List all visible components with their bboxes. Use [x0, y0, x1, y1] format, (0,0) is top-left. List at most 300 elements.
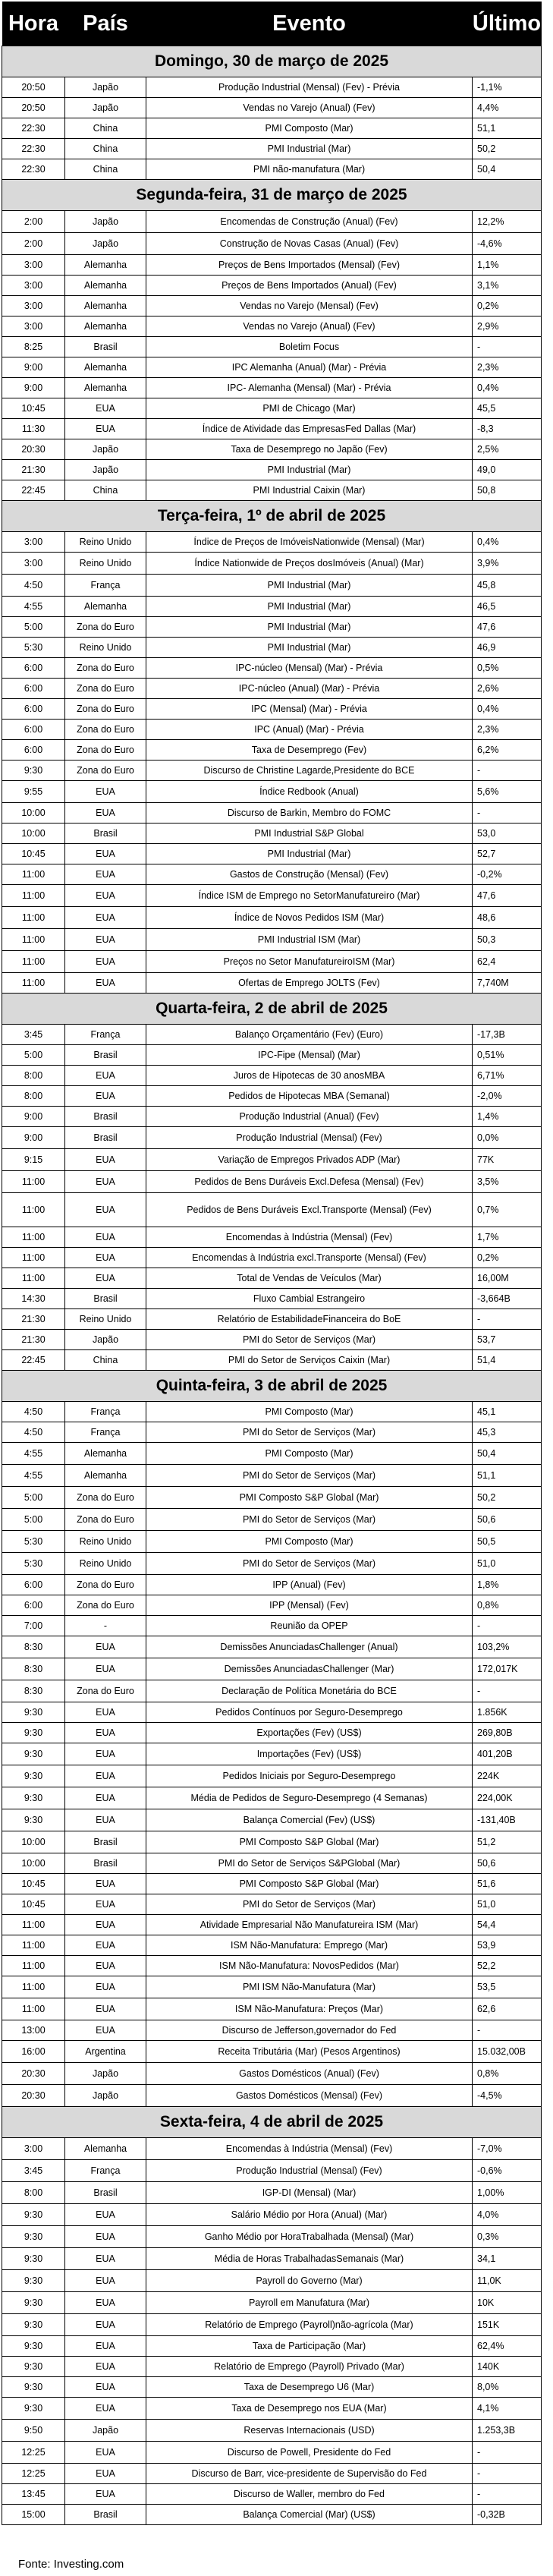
row-event: Balança Comercial (Mar) (US$): [146, 2505, 473, 2525]
row-country: EUA: [65, 398, 146, 419]
row-last: 1.856K: [473, 1702, 542, 1723]
table-row: [2, 357, 542, 378]
row-country: EUA: [65, 929, 146, 951]
row-last: 3,9%: [473, 553, 542, 575]
column-header-time: Hora: [2, 2, 65, 46]
row-country: Japão: [65, 460, 146, 480]
row-time: 9:30: [2, 2292, 65, 2314]
table-row: [2, 211, 542, 233]
row-country: Argentina: [65, 2041, 146, 2063]
row-last: 62,6: [473, 1998, 542, 2020]
row-last: -: [473, 2020, 542, 2041]
row-last: -: [473, 2442, 542, 2464]
day-header-row: [2, 180, 542, 211]
row-country: EUA: [65, 2226, 146, 2248]
table-row: [2, 720, 542, 740]
row-country: EUA: [65, 1066, 146, 1086]
row-event: Discurso de Barr, vice-presidente de Supervisão do Fed: [146, 2464, 473, 2484]
table-row: [2, 1025, 542, 1045]
row-last: 46,5: [473, 597, 542, 617]
row-event: Relatório de Emprego (Payroll) Privado (Mar): [146, 2357, 473, 2377]
table-row: [2, 2160, 542, 2182]
row-last: 2,6%: [473, 679, 542, 699]
row-last: 1,7%: [473, 1227, 542, 1248]
row-last: 45,3: [473, 1422, 542, 1443]
day-title: Terça-feira, 1º de abril de 2025: [2, 501, 542, 532]
row-time: 20:30: [2, 439, 65, 460]
row-event: PMI não-manufatura (Mar): [146, 159, 473, 180]
table-row: [2, 2292, 542, 2314]
row-event: Produção Industrial (Mensal) (Fev): [146, 1127, 473, 1149]
table-row: [2, 1658, 542, 1680]
row-country: EUA: [65, 1935, 146, 1956]
table-row: [2, 575, 542, 597]
row-country: Reino Unido: [65, 532, 146, 553]
table-row: [2, 2505, 542, 2525]
row-last: 34,1: [473, 2248, 542, 2270]
row-country: EUA: [65, 2377, 146, 2398]
day-title: Domingo, 30 de março de 2025: [2, 46, 542, 77]
table-row: [2, 1248, 542, 1268]
row-last: -: [473, 2484, 542, 2505]
row-event: PMI Industrial (Mar): [146, 617, 473, 638]
row-event: Salário Médio por Hora (Anual) (Mar): [146, 2204, 473, 2226]
row-event: PMI do Setor de Serviços (Mar): [146, 1894, 473, 1915]
table-row: [2, 740, 542, 761]
row-country: Alemanha: [65, 255, 146, 276]
row-last: 53,7: [473, 1330, 542, 1350]
row-last: 45,8: [473, 575, 542, 597]
row-country: EUA: [65, 1787, 146, 1809]
row-country: EUA: [65, 2248, 146, 2270]
economic-calendar-table: [2, 2, 542, 2525]
row-country: Reino Unido: [65, 1309, 146, 1330]
table-body: [2, 46, 542, 2525]
row-country: EUA: [65, 2336, 146, 2357]
row-time: 9:30: [2, 2204, 65, 2226]
row-time: 4:55: [2, 1465, 65, 1487]
row-time: 10:00: [2, 1853, 65, 1874]
table-row: [2, 1595, 542, 1616]
row-last: 50,6: [473, 1509, 542, 1531]
row-time: 11:00: [2, 1227, 65, 1248]
table-row: [2, 1575, 542, 1595]
row-country: Japão: [65, 439, 146, 460]
row-last: 6,71%: [473, 1066, 542, 1086]
row-last: -2,0%: [473, 1086, 542, 1107]
table-row: [2, 296, 542, 316]
row-time: 21:30: [2, 1309, 65, 1330]
table-row: [2, 2063, 542, 2085]
row-last: -: [473, 337, 542, 357]
row-event: Exportações (Fev) (US$): [146, 1723, 473, 1743]
row-country: Alemanha: [65, 597, 146, 617]
row-event: PMI ISM Não-Manufatura (Mar): [146, 1976, 473, 1998]
row-event: ISM Não-Manufatura: Emprego (Mar): [146, 1935, 473, 1956]
row-time: 5:00: [2, 617, 65, 638]
row-country: França: [65, 575, 146, 597]
row-event: Pedidos de Bens Duráveis Excl.Defesa (Mensal) (Fev): [146, 1171, 473, 1193]
row-last: 3,5%: [473, 1171, 542, 1193]
row-event: Balanço Orçamentário (Fev) (Euro): [146, 1025, 473, 1045]
row-last: 51,0: [473, 1894, 542, 1915]
row-country: Zona do Euro: [65, 740, 146, 761]
table-row: [2, 378, 542, 398]
table-row: [2, 1976, 542, 1998]
row-event: Vendas no Varejo (Anual) (Fev): [146, 316, 473, 337]
table-row: [2, 553, 542, 575]
row-event: PMI Industrial S&P Global: [146, 824, 473, 844]
row-time: 9:00: [2, 1127, 65, 1149]
row-last: 4,1%: [473, 2398, 542, 2420]
row-time: 22:30: [2, 139, 65, 159]
row-event: PMI do Setor de Serviços (Mar): [146, 1553, 473, 1575]
table-row: [2, 617, 542, 638]
row-last: 0,2%: [473, 296, 542, 316]
table-row: [2, 2182, 542, 2204]
table-row: [2, 2398, 542, 2420]
row-time: 9:30: [2, 2336, 65, 2357]
row-last: -0,6%: [473, 2160, 542, 2182]
row-last: 0,3%: [473, 2226, 542, 2248]
row-last: 0,4%: [473, 699, 542, 720]
row-country: EUA: [65, 1723, 146, 1743]
row-event: PMI do Setor de Serviços Caixin (Mar): [146, 1350, 473, 1371]
table-row: [2, 1107, 542, 1127]
row-event: Reunião da OPEP: [146, 1616, 473, 1636]
row-country: EUA: [65, 1086, 146, 1107]
row-event: IPP (Anual) (Fev): [146, 1575, 473, 1595]
row-time: 6:00: [2, 658, 65, 679]
table-row: [2, 2442, 542, 2464]
row-event: Taxa de Desemprego no Japão (Fev): [146, 439, 473, 460]
table-row: [2, 337, 542, 357]
row-country: China: [65, 139, 146, 159]
table-row: [2, 679, 542, 699]
row-event: Pedidos de Bens Duráveis Excl.Transporte (Mensal) (Fev): [146, 1193, 473, 1227]
table-row: [2, 1509, 542, 1531]
day-title: Quinta-feira, 3 de abril de 2025: [2, 1371, 542, 1402]
row-last: -4,5%: [473, 2085, 542, 2107]
row-last: 6,2%: [473, 740, 542, 761]
row-time: 8:30: [2, 1636, 65, 1658]
row-time: 22:30: [2, 159, 65, 180]
table-row: [2, 1853, 542, 1874]
row-country: EUA: [65, 2357, 146, 2377]
row-country: EUA: [65, 951, 146, 973]
row-event: ISM Não-Manufatura: Preços (Mar): [146, 1998, 473, 2020]
day-title: Quarta-feira, 2 de abril de 2025: [2, 994, 542, 1025]
row-country: EUA: [65, 1702, 146, 1723]
row-last: 11,0K: [473, 2270, 542, 2292]
row-event: IPC Alemanha (Anual) (Mar) - Prévia: [146, 357, 473, 378]
row-last: -: [473, 1309, 542, 1330]
table-row: [2, 2085, 542, 2107]
row-event: PMI Industrial Caixin (Mar): [146, 480, 473, 501]
row-event: IPC-Fipe (Mensal) (Mar): [146, 1045, 473, 1066]
row-time: 5:30: [2, 1531, 65, 1553]
row-last: 50,2: [473, 139, 542, 159]
row-time: 21:30: [2, 460, 65, 480]
row-event: IPC (Mensal) (Mar) - Prévia: [146, 699, 473, 720]
row-country: Brasil: [65, 1127, 146, 1149]
row-country: Zona do Euro: [65, 1509, 146, 1531]
row-event: Relatório de EstabilidadeFinanceira do BoE: [146, 1309, 473, 1330]
table-row: [2, 2020, 542, 2041]
table-row: [2, 77, 542, 98]
row-event: PMI Industrial (Mar): [146, 597, 473, 617]
row-time: 10:45: [2, 398, 65, 419]
row-last: 51,1: [473, 1465, 542, 1487]
row-event: Taxa de Desemprego nos EUA (Mar): [146, 2398, 473, 2420]
row-event: Taxa de Desemprego (Fev): [146, 740, 473, 761]
table-row: [2, 2248, 542, 2270]
row-country: EUA: [65, 781, 146, 803]
day-title: Sexta-feira, 4 de abril de 2025: [2, 2107, 542, 2138]
row-time: 8:25: [2, 337, 65, 357]
row-event: PMI Composto (Mar): [146, 1402, 473, 1422]
row-country: Japão: [65, 2063, 146, 2085]
row-last: 2,9%: [473, 316, 542, 337]
row-time: 11:00: [2, 864, 65, 885]
table-row: [2, 1422, 542, 1443]
table-row: [2, 1465, 542, 1487]
row-last: 45,1: [473, 1402, 542, 1422]
table-row: [2, 1289, 542, 1309]
row-time: 6:00: [2, 679, 65, 699]
row-country: Japão: [65, 2420, 146, 2442]
row-country: Alemanha: [65, 296, 146, 316]
row-last: 1,1%: [473, 255, 542, 276]
table-row: [2, 1935, 542, 1956]
row-event: Ganho Médio por HoraTrabalhada (Mensal) (Mar): [146, 2226, 473, 2248]
row-time: 3:00: [2, 553, 65, 575]
row-country: Japão: [65, 2085, 146, 2107]
row-time: 14:30: [2, 1289, 65, 1309]
row-last: 4,0%: [473, 2204, 542, 2226]
row-country: Japão: [65, 1330, 146, 1350]
row-event: PMI Composto S&P Global (Mar): [146, 1831, 473, 1853]
row-country: Brasil: [65, 1045, 146, 1066]
row-last: 140K: [473, 2357, 542, 2377]
row-time: 3:00: [2, 532, 65, 553]
row-time: 21:30: [2, 1330, 65, 1350]
row-time: 7:00: [2, 1616, 65, 1636]
row-event: PMI do Setor de Serviços (Mar): [146, 1465, 473, 1487]
table-row: [2, 864, 542, 885]
row-event: Gastos Domésticos (Anual) (Fev): [146, 2063, 473, 2085]
table-row: [2, 2377, 542, 2398]
row-event: Produção Industrial (Mensal) (Fev): [146, 2160, 473, 2182]
row-event: Encomendas de Construção (Anual) (Fev): [146, 211, 473, 233]
row-event: Demissões AnunciadasChallenger (Mar): [146, 1658, 473, 1680]
row-time: 9:30: [2, 1787, 65, 1809]
row-time: 20:30: [2, 2085, 65, 2107]
row-time: 4:55: [2, 597, 65, 617]
row-time: 5:00: [2, 1045, 65, 1066]
row-last: 172,017K: [473, 1658, 542, 1680]
row-event: IGP-DI (Mensal) (Mar): [146, 2182, 473, 2204]
row-event: Produção Industrial (Anual) (Fev): [146, 1107, 473, 1127]
row-event: IPC (Anual) (Mar) - Prévia: [146, 720, 473, 740]
row-event: PMI Composto (Mar): [146, 1531, 473, 1553]
row-last: 0,7%: [473, 1193, 542, 1227]
row-country: EUA: [65, 1658, 146, 1680]
row-last: 51,6: [473, 1874, 542, 1894]
row-country: Alemanha: [65, 357, 146, 378]
row-last: -3,664B: [473, 1289, 542, 1309]
row-last: 103,2%: [473, 1636, 542, 1658]
row-time: 11:00: [2, 1268, 65, 1289]
table-row: [2, 2464, 542, 2484]
row-country: EUA: [65, 973, 146, 994]
day-header-row: [2, 2107, 542, 2138]
row-event: PMI Industrial (Mar): [146, 844, 473, 864]
row-last: 47,6: [473, 885, 542, 907]
table-row: [2, 1680, 542, 1702]
row-last: 0,4%: [473, 378, 542, 398]
row-last: 269,80B: [473, 1723, 542, 1743]
table-row: [2, 1723, 542, 1743]
row-event: Total de Vendas de Veículos (Mar): [146, 1268, 473, 1289]
table-row: [2, 824, 542, 844]
row-time: 11:00: [2, 1248, 65, 1268]
row-event: Importações (Fev) (US$): [146, 1743, 473, 1765]
row-country: EUA: [65, 2398, 146, 2420]
row-country: Zona do Euro: [65, 679, 146, 699]
row-event: Gastos Domésticos (Mensal) (Fev): [146, 2085, 473, 2107]
row-country: EUA: [65, 1227, 146, 1248]
row-event: IPC-núcleo (Anual) (Mar) - Prévia: [146, 679, 473, 699]
day-title: Segunda-feira, 31 de março de 2025: [2, 180, 542, 211]
row-country: EUA: [65, 907, 146, 929]
row-last: 3,1%: [473, 276, 542, 296]
row-country: EUA: [65, 2464, 146, 2484]
table-row: [2, 1330, 542, 1350]
row-event: Atividade Empresarial Não Manufatureira ISM (Mar): [146, 1915, 473, 1935]
row-event: Gastos de Construção (Mensal) (Fev): [146, 864, 473, 885]
row-last: 50,4: [473, 159, 542, 180]
row-country: EUA: [65, 419, 146, 439]
row-event: Índice de Preços de ImóveisNationwide (Mensal) (Mar): [146, 532, 473, 553]
row-time: 12:25: [2, 2464, 65, 2484]
row-time: 3:45: [2, 2160, 65, 2182]
row-country: EUA: [65, 1809, 146, 1831]
row-country: EUA: [65, 2204, 146, 2226]
row-country: EUA: [65, 885, 146, 907]
row-country: Japão: [65, 77, 146, 98]
row-time: 9:50: [2, 2420, 65, 2442]
table-header: [2, 2, 542, 46]
row-event: Discurso de Powell, Presidente do Fed: [146, 2442, 473, 2464]
row-country: EUA: [65, 2270, 146, 2292]
row-last: 50,8: [473, 480, 542, 501]
row-last: -: [473, 803, 542, 824]
row-country: EUA: [65, 1193, 146, 1227]
row-event: PMI Industrial ISM (Mar): [146, 929, 473, 951]
row-country: Zona do Euro: [65, 1487, 146, 1509]
row-country: EUA: [65, 803, 146, 824]
row-event: Discurso de Christine Lagarde,Presidente do BCE: [146, 761, 473, 781]
row-time: 5:00: [2, 1487, 65, 1509]
row-event: Discurso de Barkin, Membro do FOMC: [146, 803, 473, 824]
table-row: [2, 233, 542, 255]
row-event: Boletim Focus: [146, 337, 473, 357]
table-row: [2, 419, 542, 439]
row-time: 11:00: [2, 1915, 65, 1935]
row-time: 20:30: [2, 2063, 65, 2085]
table-row: [2, 844, 542, 864]
row-last: 54,4: [473, 1915, 542, 1935]
row-time: 11:00: [2, 1998, 65, 2020]
row-time: 9:30: [2, 2314, 65, 2336]
row-country: Reino Unido: [65, 638, 146, 658]
row-time: 11:00: [2, 1935, 65, 1956]
row-last: 2,5%: [473, 439, 542, 460]
row-country: Alemanha: [65, 316, 146, 337]
table-row: [2, 439, 542, 460]
row-time: 10:45: [2, 1894, 65, 1915]
row-last: 224K: [473, 1765, 542, 1787]
row-time: 13:00: [2, 2020, 65, 2041]
table-row: [2, 1765, 542, 1787]
row-event: PMI Composto S&P Global (Mar): [146, 1487, 473, 1509]
row-time: 9:30: [2, 2398, 65, 2420]
row-country: Japão: [65, 98, 146, 118]
row-time: 8:00: [2, 1086, 65, 1107]
table-row: [2, 973, 542, 994]
row-last: 1,00%: [473, 2182, 542, 2204]
table-row: [2, 532, 542, 553]
row-event: Preços de Bens Importados (Anual) (Fev): [146, 276, 473, 296]
row-country: Brasil: [65, 1107, 146, 1127]
row-country: EUA: [65, 2442, 146, 2464]
row-country: Zona do Euro: [65, 1595, 146, 1616]
row-country: Brasil: [65, 337, 146, 357]
row-country: França: [65, 1025, 146, 1045]
row-event: Variação de Empregos Privados ADP (Mar): [146, 1149, 473, 1171]
row-event: Declaração de Política Monetária do BCE: [146, 1680, 473, 1702]
row-last: 0,4%: [473, 532, 542, 553]
row-event: Ofertas de Emprego JOLTS (Fev): [146, 973, 473, 994]
row-last: 16,00M: [473, 1268, 542, 1289]
row-last: 151K: [473, 2314, 542, 2336]
row-event: Pedidos Contínuos por Seguro-Desemprego: [146, 1702, 473, 1723]
row-last: 51,1: [473, 118, 542, 139]
column-header-country: País: [65, 2, 146, 46]
row-time: 22:30: [2, 118, 65, 139]
table-row: [2, 1127, 542, 1149]
table-row: [2, 1831, 542, 1853]
table-row: [2, 460, 542, 480]
table-row: [2, 2041, 542, 2063]
row-time: 3:00: [2, 2138, 65, 2160]
row-event: Índice Redbook (Anual): [146, 781, 473, 803]
row-time: 9:30: [2, 2248, 65, 2270]
row-time: 10:45: [2, 844, 65, 864]
table-row: [2, 1171, 542, 1193]
row-time: 10:00: [2, 824, 65, 844]
row-event: Balança Comercial (Fev) (US$): [146, 1809, 473, 1831]
row-country: China: [65, 118, 146, 139]
row-last: 1,4%: [473, 1107, 542, 1127]
row-last: 0,5%: [473, 658, 542, 679]
table-row: [2, 2226, 542, 2248]
row-time: 8:00: [2, 2182, 65, 2204]
row-time: 11:00: [2, 951, 65, 973]
column-header-event: Evento: [146, 2, 473, 46]
table-row: [2, 699, 542, 720]
